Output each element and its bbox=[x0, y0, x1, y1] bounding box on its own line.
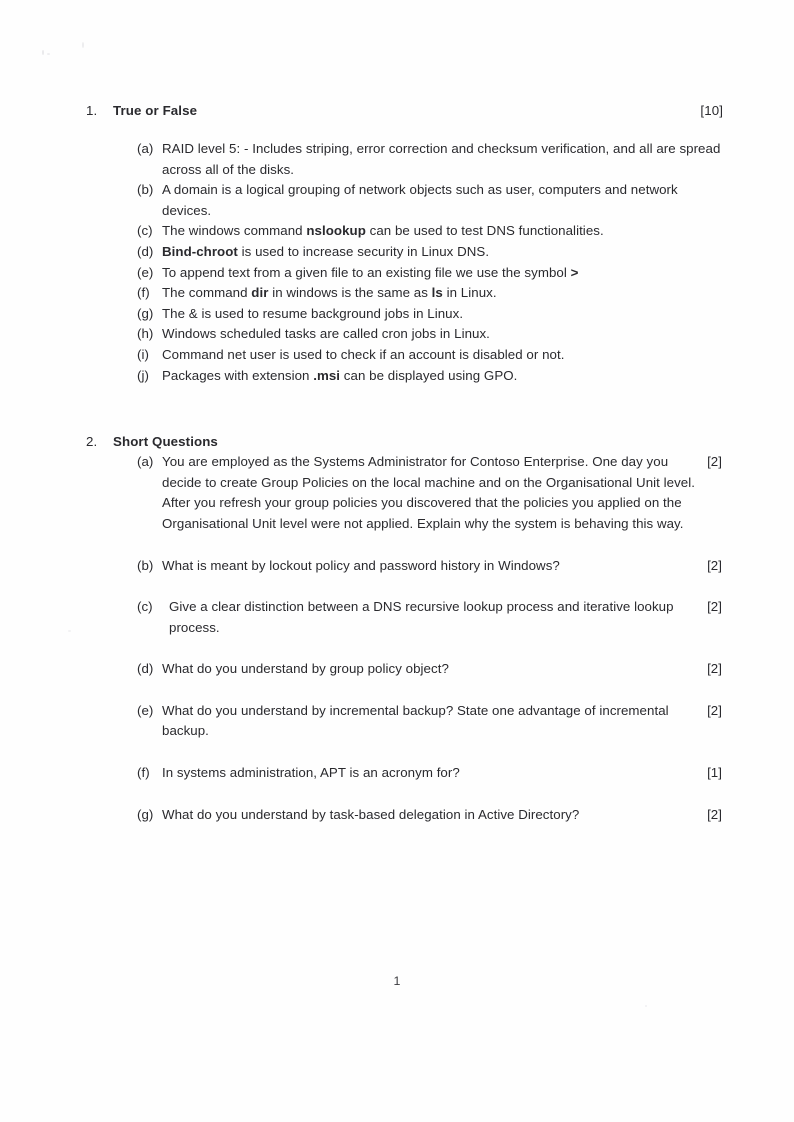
question-text: A domain is a logical grouping of network objects such as user, computers and network devices. bbox=[162, 182, 678, 218]
question-item bbox=[113, 556, 722, 577]
question-letter: (a) bbox=[137, 454, 154, 470]
spacer bbox=[113, 121, 722, 139]
question-letter: (b) bbox=[137, 557, 154, 573]
question-text: Command net user is used to check if an account is disabled or not. bbox=[162, 346, 565, 362]
question-item bbox=[113, 263, 722, 284]
question-text: The & is used to resume background jobs in Linux. bbox=[162, 305, 464, 321]
question-item bbox=[113, 366, 722, 387]
question-item bbox=[113, 221, 722, 242]
question-letter: (g) bbox=[137, 806, 154, 822]
question-letter: (f) bbox=[137, 285, 150, 301]
page-number: 1 bbox=[393, 974, 401, 988]
question-item bbox=[113, 139, 722, 180]
question-marks: [2] bbox=[707, 454, 722, 470]
question-text: [2] You are employed as the Systems Administrator for Contoso Enterprise. One day you decide to create Group Policies on the local machine and on the Organisational Unit level. After you refresh your group policies you discovered that the policies you applied on the Organisational Unit level were not applied. Explain why the system is behaving this way. bbox=[162, 454, 722, 531]
section-number: 2. bbox=[86, 434, 98, 450]
question-letter: (d) bbox=[137, 661, 154, 677]
question-text: The command dir in windows is the same as ls in Linux. bbox=[162, 285, 497, 301]
question-text: Bind-chroot is used to increase security in Linux DNS. bbox=[162, 243, 490, 259]
question-item bbox=[113, 659, 722, 680]
question-marks: [2] bbox=[707, 806, 722, 822]
question-letter: (e) bbox=[137, 702, 154, 718]
question-marks: [2] bbox=[707, 599, 722, 615]
section-short-questions bbox=[0, 431, 794, 825]
question-item bbox=[113, 701, 722, 742]
question-text: [2] What do you understand by group policy object? bbox=[162, 659, 722, 680]
question-marks: [1] bbox=[707, 765, 722, 781]
question-text: Windows scheduled tasks are called cron jobs in Linux. bbox=[162, 326, 490, 342]
question-letter: (c) bbox=[137, 223, 153, 239]
question-text: RAID level 5: - Includes striping, error correction and checksum verification, and all are spread across all of the disks. bbox=[162, 141, 721, 177]
question-letter: (g) bbox=[137, 305, 154, 321]
question-item bbox=[113, 242, 722, 263]
question-letter: (c) bbox=[137, 599, 153, 615]
question-marks: [2] bbox=[707, 557, 722, 573]
question-item bbox=[113, 345, 722, 366]
question-letter: (d) bbox=[137, 243, 154, 259]
question-letter: (a) bbox=[137, 141, 154, 156]
question-item bbox=[113, 763, 722, 784]
question-text: To append text from a given file to an existing file we use the symbol > bbox=[162, 264, 579, 280]
question-item bbox=[113, 805, 722, 826]
question-letter: (e) bbox=[137, 264, 154, 280]
question-text: [2] Give a clear distinction between a DNS recursive lookup process and iterative lookup process. bbox=[169, 599, 722, 635]
question-text: Packages with extension .msi can be displayed using GPO. bbox=[162, 367, 518, 383]
question-item bbox=[113, 452, 722, 534]
section-title: Short Questions bbox=[113, 434, 218, 450]
question-list-1 bbox=[113, 139, 722, 386]
scan-speck bbox=[645, 1005, 647, 1007]
question-item bbox=[113, 304, 722, 325]
question-marks: [2] bbox=[707, 702, 722, 718]
question-list-2 bbox=[113, 452, 722, 825]
question-item bbox=[113, 283, 722, 304]
question-letter: (i) bbox=[137, 346, 149, 362]
question-letter: (h) bbox=[137, 326, 154, 342]
question-marks: [2] bbox=[707, 661, 722, 677]
section-true-or-false bbox=[0, 100, 794, 386]
section-heading bbox=[86, 431, 722, 452]
question-letter: (b) bbox=[137, 182, 154, 198]
question-letter: (f) bbox=[137, 765, 150, 781]
question-item bbox=[113, 597, 722, 638]
question-text: [1] In systems administration, APT is an acronym for? bbox=[162, 763, 722, 784]
question-text: [2] What do you understand by task-based delegation in Active Directory? bbox=[162, 805, 722, 826]
section-heading bbox=[86, 100, 723, 121]
question-text: The windows command nslookup can be used to test DNS functionalities. bbox=[162, 223, 604, 239]
section-marks: [10] bbox=[700, 103, 723, 118]
question-text: [2] What do you understand by incremental backup? State one advantage of incremental backup. bbox=[162, 702, 722, 739]
section-number: 1. bbox=[86, 103, 98, 118]
question-letter: (j) bbox=[137, 367, 149, 383]
question-item bbox=[113, 180, 722, 221]
section-title: True or False bbox=[113, 103, 198, 118]
question-item bbox=[113, 324, 722, 345]
question-text: [2] What is meant by lockout policy and password history in Windows? bbox=[162, 556, 722, 577]
